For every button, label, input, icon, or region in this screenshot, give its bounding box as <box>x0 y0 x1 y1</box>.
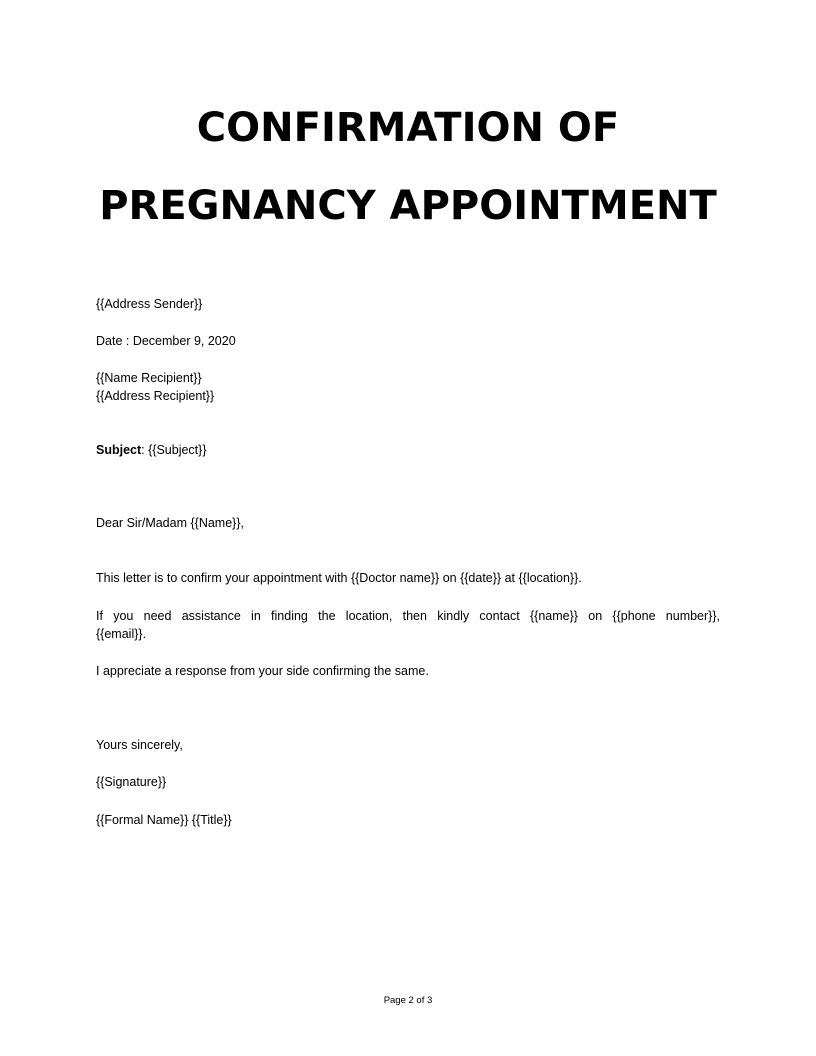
subject-label: Subject <box>96 443 142 457</box>
formal-name-title: {{Formal Name}} {{Title}} <box>96 813 232 827</box>
date-line: Date : December 9, 2020 <box>96 334 236 348</box>
page-number: Page 2 of 3 <box>383 995 433 1006</box>
paragraph-assistance-line-2: {{email}}. <box>96 627 147 641</box>
name-recipient: {{Name Recipient}} <box>96 371 202 385</box>
subject-value: : {{Subject}} <box>141 443 207 457</box>
document-title-line-1: CONFIRMATION OF <box>196 105 620 151</box>
signature: {{Signature}} <box>96 775 167 789</box>
paragraph-assistance-line-1: If you need assistance in finding the location, then kindly contact {{name}} on {{phone number}}, <box>96 609 720 623</box>
subject-line <box>96 441 207 459</box>
paragraph-response: I appreciate a response from your side confirming the same. <box>96 664 429 678</box>
address-recipient: {{Address Recipient}} <box>96 389 215 403</box>
address-sender: {{Address Sender}} <box>96 297 203 311</box>
salutation: Dear Sir/Madam {{Name}}, <box>96 516 244 530</box>
closing: Yours sincerely, <box>96 738 183 752</box>
document-title-line-2: PREGNANCY APPOINTMENT <box>99 183 717 229</box>
paragraph-confirm: This letter is to confirm your appointment with {{Doctor name}} on {{date}} at {{location}}. <box>96 571 582 585</box>
paragraph-assistance <box>96 607 720 643</box>
